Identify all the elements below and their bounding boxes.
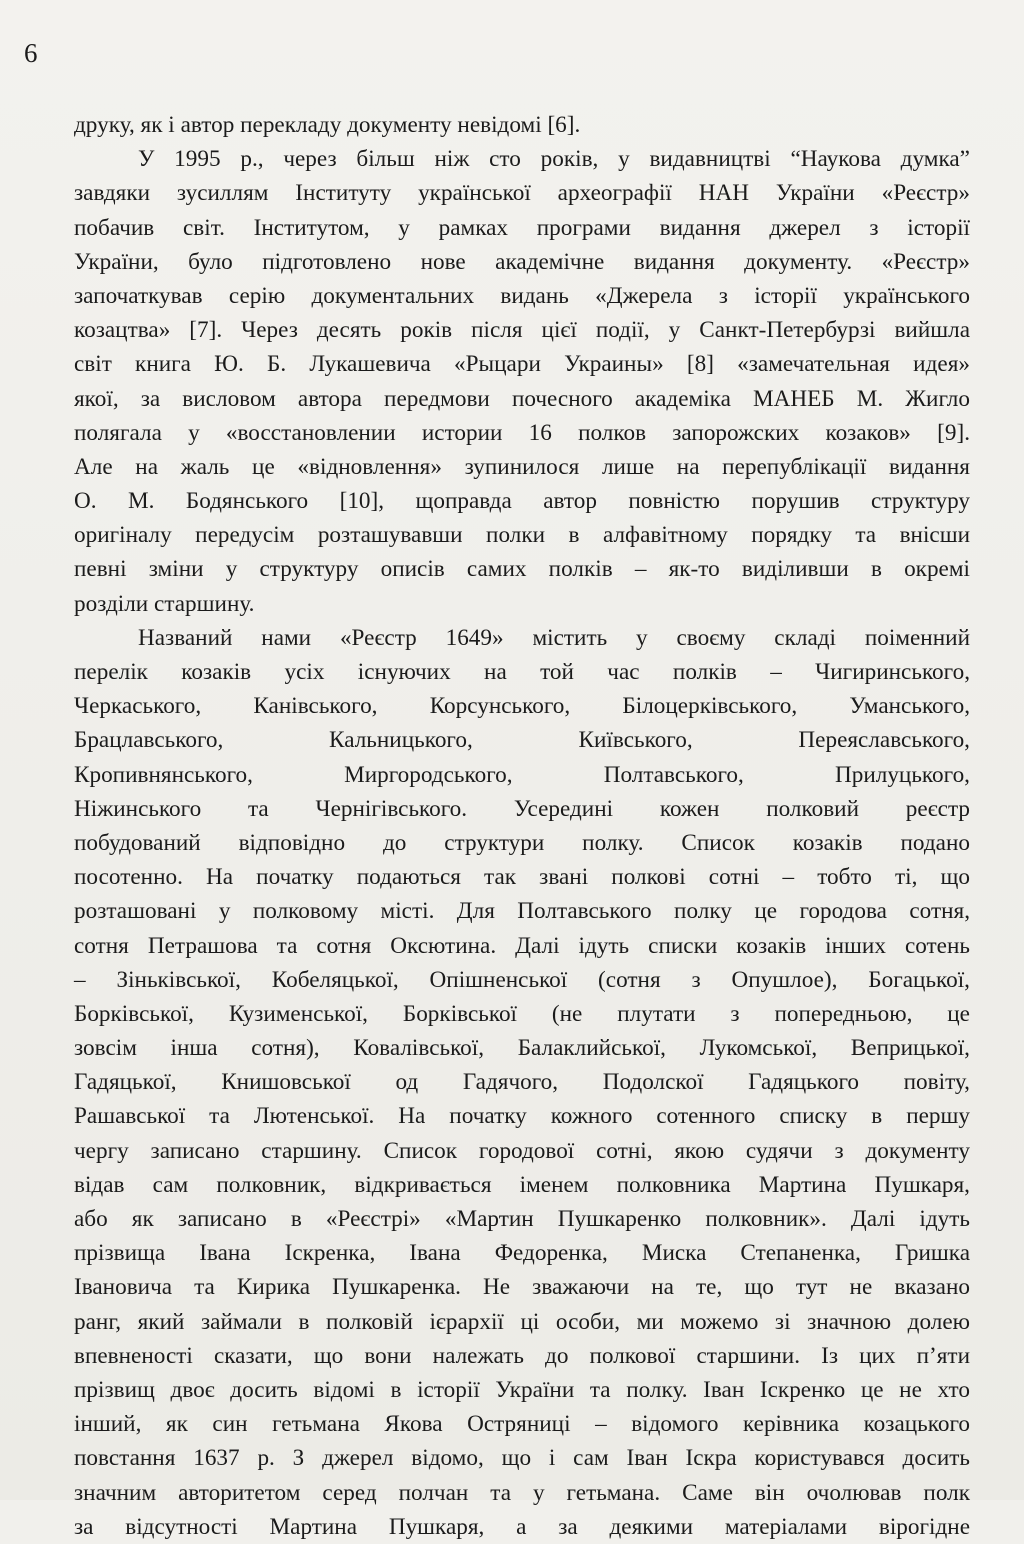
text-line: значним авторитетом серед полчан та у гетьмана. Саме він очолював полк: [74, 1479, 970, 1506]
text-line: певні зміни у структуру описів самих полків – як-то виділивши в окремі: [74, 556, 970, 583]
text-line: Рашавської та Лютенської. На початку кожного сотенного списку в першу: [74, 1103, 970, 1130]
text-line: якої, за висловом автора передмови почесного академіка МАНЕБ М. Жигло: [74, 385, 970, 412]
text-line: Івановича та Кирика Пушкаренка. Не зважаючи на те, що тут не вказано: [74, 1274, 970, 1301]
text-line: полягала у «восстановлении истории 16 полков запорожских козаков» [9].: [74, 419, 970, 446]
text-line: Борківської, Кузименської, Борківської (не плутати з попередньою, це: [74, 1000, 970, 1027]
text-line: посотенно. На початку подаються так звані полкові сотні – тобто ті, що: [74, 864, 970, 891]
text-line: козацтва» [7]. Через десять років після цієї події, у Санкт-Петербурзі вийшла: [74, 317, 970, 344]
text-line: світ книга Ю. Б. Лукашевича «Рыцари Украины» [8] «замечательная идея»: [74, 351, 970, 378]
text-line: прізвища Івана Іскренка, Івана Федоренка, Миска Степаненка, Гришка: [74, 1240, 970, 1267]
text-line: побачив світ. Інститутом, у рамках програми видання джерел з історії: [74, 214, 970, 241]
text-line: чергу записано старшину. Список городової сотні, якою судячи з документу: [74, 1137, 970, 1164]
text-line: Брацлавського, Кальницького, Київського, Переяславського,: [74, 727, 970, 754]
text-line: друку, як і автор перекладу документу невідомі [6].: [74, 112, 581, 138]
text-line: за відсутності Мартина Пушкаря, а за деякими матеріалами вірогідне: [74, 1513, 970, 1540]
text-line: завдяки зусиллям Інституту української археографії НАН України «Реєстр»: [74, 180, 970, 207]
text-line: започаткував серію документальних видань «Джерела з історії українського: [74, 282, 970, 309]
page-number: 6: [24, 38, 38, 68]
text-line: оригіналу передусім розташувавши полки в алфавітному порядку та внісши: [74, 522, 970, 549]
text-line: сотня Петрашова та сотня Оксютина. Далі ідуть списки козаків інших сотень: [74, 932, 970, 959]
text-line: перелік козаків усіх існуючих на той час полків – Чигиринського,: [74, 659, 970, 685]
text-line: Ніжинського та Чернігівського. Усередині кожен полковий реєстр: [74, 795, 970, 822]
text-line: О. М. Бодянського [10], щоправда автор повністю порушив структуру: [74, 488, 970, 515]
text-line: зовсім інша сотня), Ковалівської, Балаклийської, Лукомської, Веприцької,: [74, 1035, 970, 1062]
text-line: Але на жаль це «відновлення» зупинилося лише на перепублікації видання: [74, 453, 970, 480]
text-line: розташовані у полковому місті. Для Полтавського полку це городова сотня,: [74, 898, 970, 925]
text-line: Черкаського, Канівського, Корсунського, Білоцерківського, Уманського,: [74, 693, 970, 720]
text-line: Кропивнянського, Миргородського, Полтавського, Прилуцького,: [74, 761, 970, 788]
text-line: Гадяцької, Книшовської од Гадячого, Подолскої Гадяцького повіту,: [74, 1069, 970, 1096]
text-line: ранг, який займали в полковій ієрархії ці особи, ми можемо зі значною долею: [74, 1308, 970, 1335]
text-line: України, було підготовлено нове академічне видання документу. «Реєстр»: [74, 248, 970, 275]
text-line: побудований відповідно до структури полку. Список козаків подано: [74, 829, 970, 856]
text-line: або як записано в «Реєстрі» «Мартин Пушкаренко полковник». Далі ідуть: [74, 1206, 970, 1232]
body-text: [74, 108, 970, 1544]
text-line: У 1995 р., через більш ніж сто років, у видавництві “Наукова думка”: [138, 146, 970, 173]
text-line: інший, як син гетьмана Якова Остряниці – відомого керівника козацького: [74, 1411, 970, 1438]
text-line: прізвищ двоє досить відомі в історії України та полку. Іван Іскренко це не хто: [74, 1376, 970, 1403]
text-line: повстання 1637 р. З джерел відомо, що і сам Іван Іскра користувався досить: [74, 1445, 970, 1472]
text-line: відав сам полковник, відкривається іменем полковника Мартина Пушкаря,: [74, 1171, 970, 1198]
text-line: Названий нами «Реєстр 1649» містить у своєму складі поіменний: [138, 624, 970, 651]
text-line: – Зіньківської, Кобеляцької, Опішненської (сотня з Опушлое), Богацької,: [74, 966, 970, 993]
text-line: розділи старшину.: [74, 590, 255, 617]
text-line: впевненості сказати, що вони належать до полкової старшини. Із цих п’яти: [74, 1342, 970, 1369]
